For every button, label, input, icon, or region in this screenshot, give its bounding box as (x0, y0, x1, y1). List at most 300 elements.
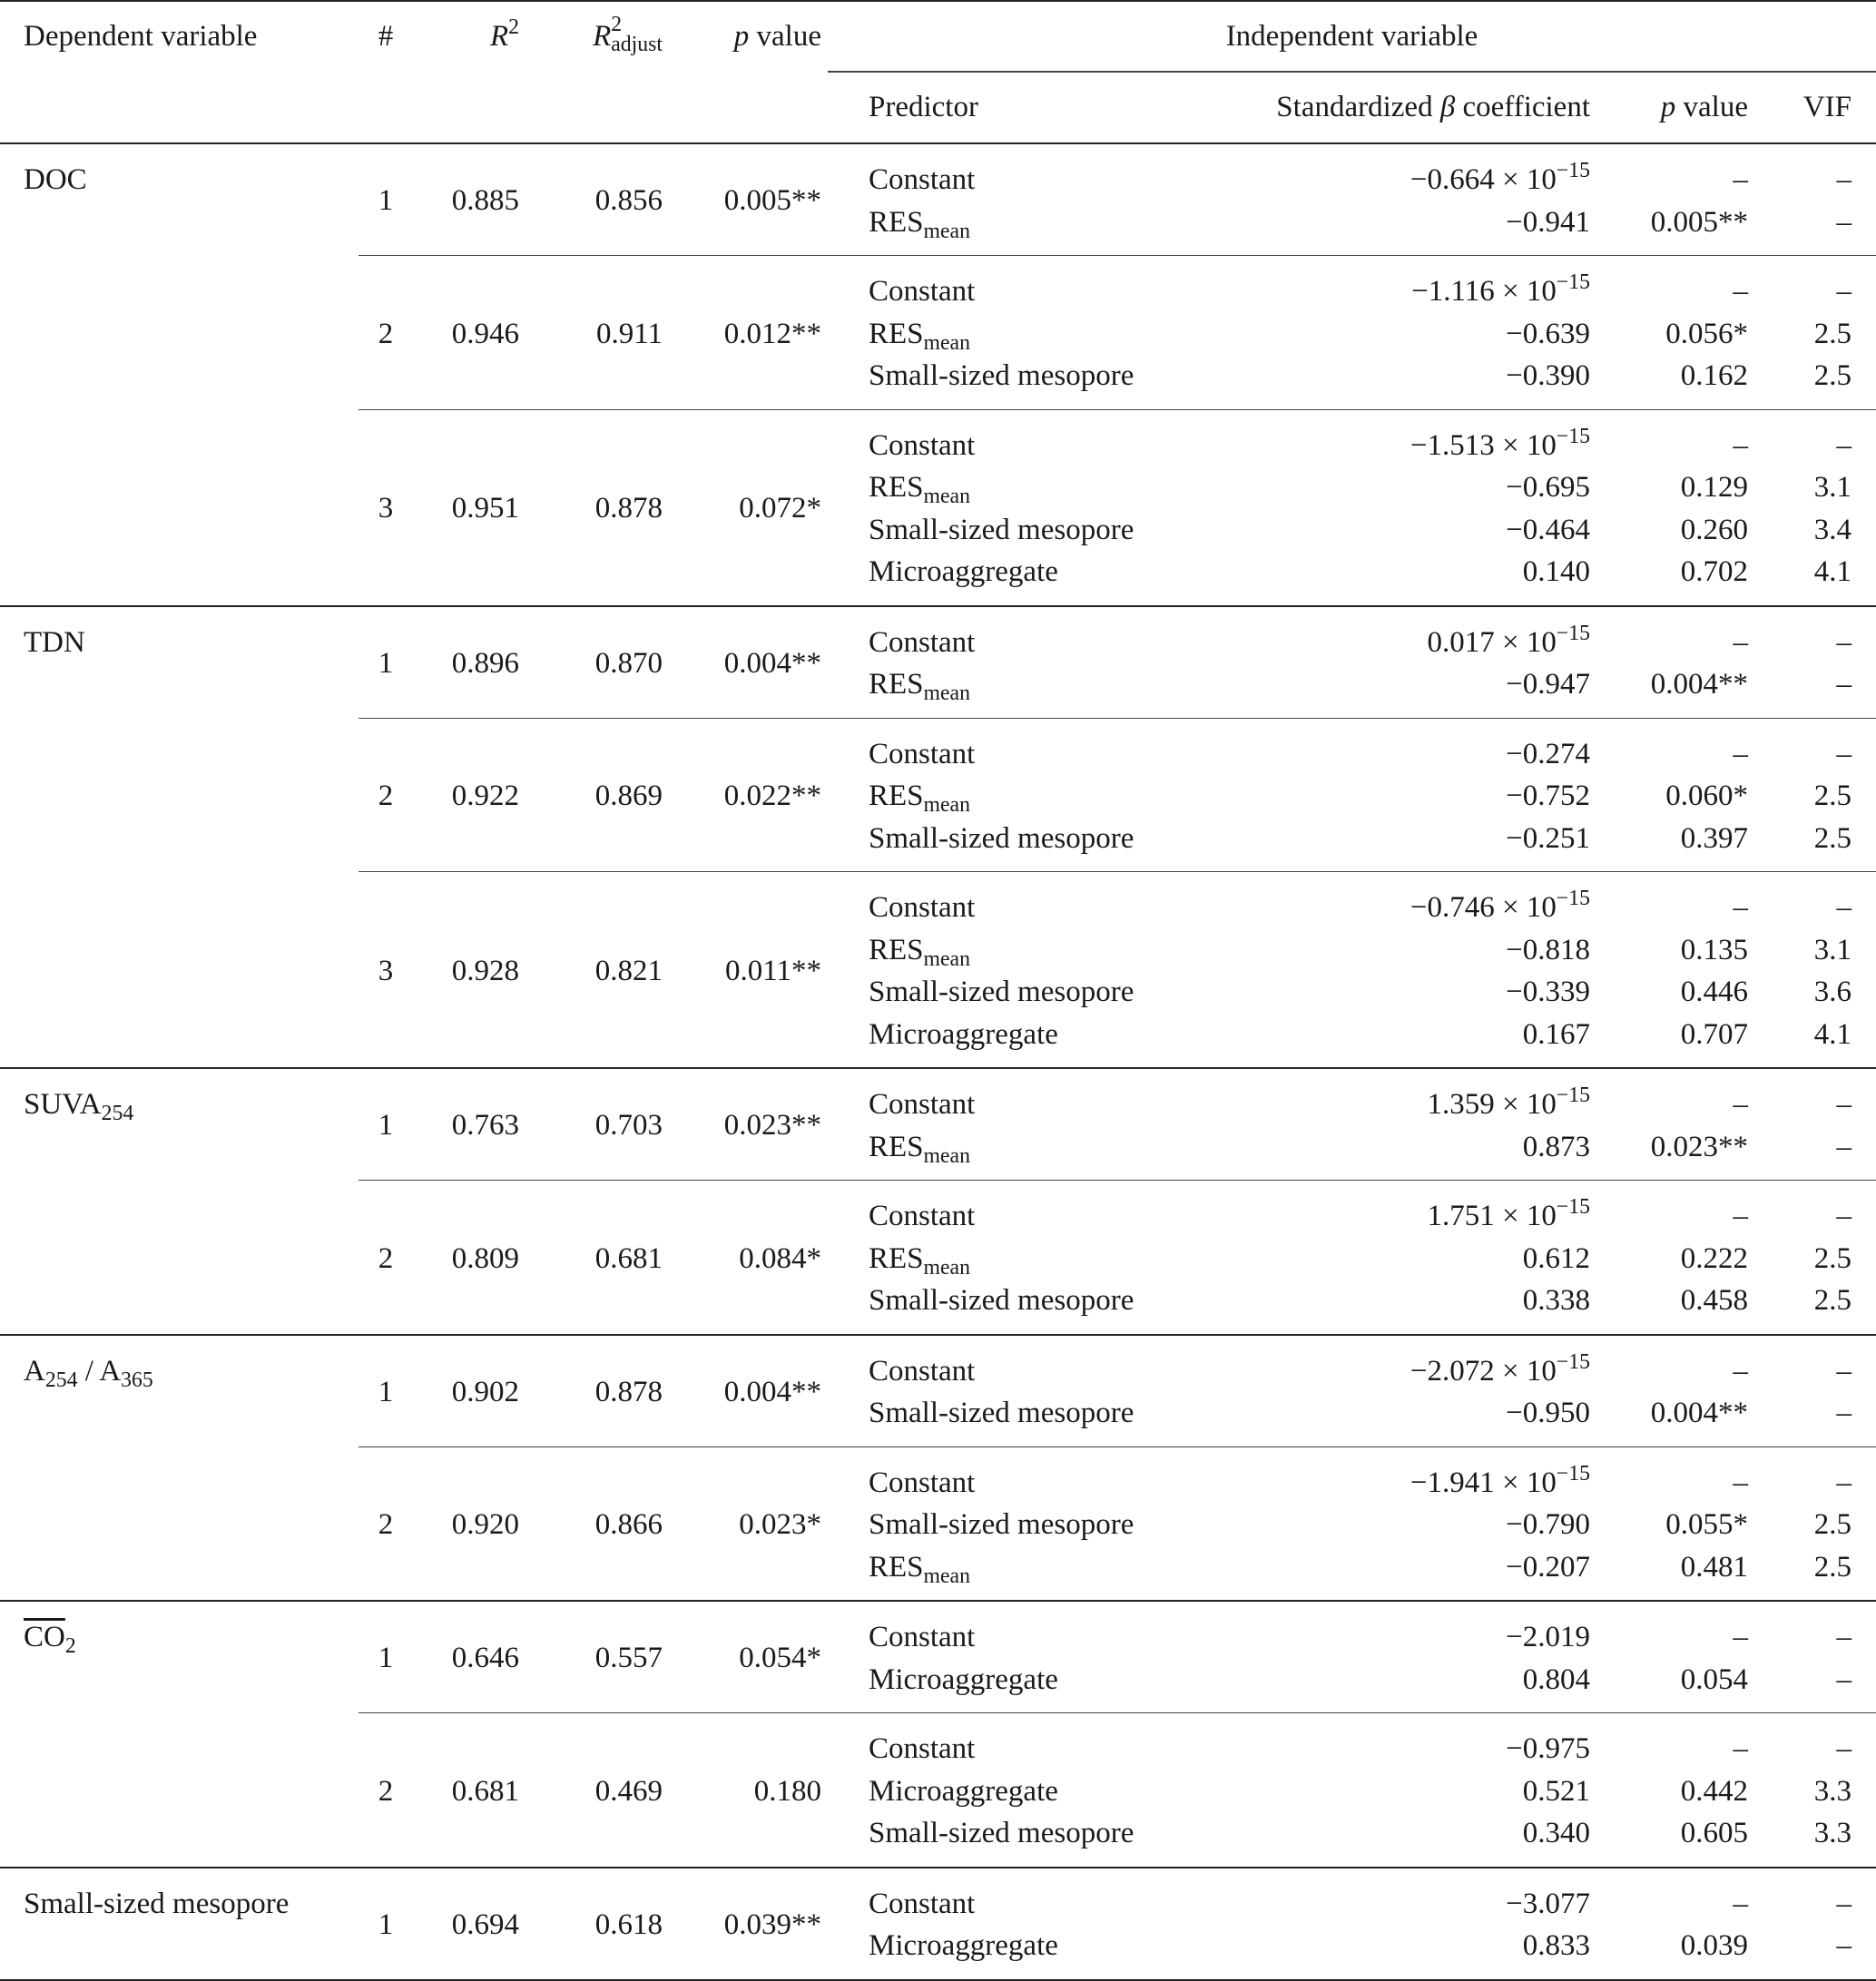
predictor-p-value: – (1597, 1068, 1756, 1126)
standardized-beta (1162, 1392, 1597, 1447)
beta-value: 0.521 (1522, 1774, 1590, 1808)
model-p-value: 0.005** (670, 143, 828, 256)
model-p-value: 0.084* (670, 1181, 828, 1335)
r-squared-adjusted: 0.681 (526, 1181, 670, 1335)
table-row (0, 1868, 1876, 1926)
predictor-p-value: – (1597, 143, 1756, 201)
predictor-p-value: – (1597, 1868, 1756, 1926)
vif-value: – (1836, 1929, 1851, 1962)
predictor-name: Microaggregate (869, 1662, 1058, 1696)
predictor (828, 971, 1162, 1014)
beta-value: 0.612 (1522, 1241, 1590, 1275)
standardized-beta (1162, 1014, 1597, 1069)
vif-value: – (1836, 205, 1851, 239)
predictor (828, 1392, 1162, 1447)
model-p-value: 0.004** (670, 1335, 828, 1447)
header-independent-variable: Independent variable (828, 1, 1876, 72)
standardized-beta (1162, 1280, 1597, 1335)
header-row-2 (0, 72, 1876, 143)
r-squared: 0.928 (413, 872, 526, 1069)
r-squared-adjusted: 0.878 (526, 409, 670, 606)
table-body (0, 143, 1876, 1980)
r-squared-adjusted: 0.869 (526, 718, 670, 872)
predictor (828, 718, 1162, 775)
predictor (828, 1014, 1162, 1069)
model-p-value: 0.072* (670, 409, 828, 606)
beta-exponent: −15 (1556, 621, 1590, 645)
r-squared: 0.896 (413, 606, 526, 719)
r2-superscript: 2 (508, 15, 519, 40)
standardized-beta (1162, 1925, 1597, 1980)
header-r-squared-adjusted (526, 1, 670, 72)
r-squared: 0.694 (413, 1868, 526, 1980)
standardized-beta (1162, 409, 1597, 466)
beta-value: −0.695 (1506, 471, 1590, 504)
predictor-name: RES (869, 1241, 924, 1275)
model-p-value: 0.054* (670, 1601, 828, 1713)
model-number: 2 (359, 1447, 413, 1601)
vif-value: – (1836, 1397, 1851, 1429)
predictor-p-value: 0.135 (1680, 933, 1748, 966)
vif-value: – (1836, 1662, 1851, 1696)
vif-value: – (1756, 872, 1876, 929)
predictor-p-value: – (1597, 1601, 1756, 1659)
standardized-beta (1162, 1238, 1597, 1280)
predictor (828, 1181, 1162, 1238)
table-row (0, 1335, 1876, 1393)
standardized-beta (1162, 818, 1597, 872)
standardized-beta (1162, 1713, 1597, 1770)
beta-exponent: −15 (1556, 424, 1590, 448)
predictor-p-value: 0.060* (1665, 780, 1748, 812)
standardized-beta (1162, 466, 1597, 509)
predictor (828, 201, 1162, 256)
beta-value: 0.017 × 10 (1427, 625, 1557, 659)
predictor-subscript: mean (923, 219, 970, 243)
r2adj-superscript: 2 (611, 13, 623, 37)
predictor-p-value: 0.481 (1680, 1550, 1748, 1584)
beta-value: −0.207 (1506, 1550, 1590, 1584)
r-squared: 0.902 (413, 1335, 526, 1447)
beta-value: −0.390 (1506, 359, 1590, 392)
dependent-variable-text: Small-sized mesopore (24, 1887, 290, 1920)
header-standardized-beta (1162, 72, 1597, 143)
predictor-name: Constant (869, 625, 976, 659)
header-vif: VIF (1802, 91, 1851, 124)
r-squared: 0.922 (413, 718, 526, 872)
r-squared-adjusted: 0.911 (526, 256, 670, 410)
beta-value: −0.339 (1506, 976, 1590, 1008)
predictor-name: Small-sized mesopore (869, 821, 1134, 855)
standardized-beta (1162, 971, 1597, 1014)
predictor (828, 1925, 1162, 1980)
standardized-beta (1162, 1659, 1597, 1713)
vif-value: 2.5 (1813, 359, 1851, 392)
standardized-beta (1162, 1770, 1597, 1813)
predictor (828, 466, 1162, 509)
model-number: 1 (359, 1868, 413, 1980)
predictor-name: Microaggregate (869, 1017, 1058, 1051)
predictor (828, 1713, 1162, 1770)
header-r-squared (413, 1, 526, 72)
predictor-p-value: – (1597, 1181, 1756, 1238)
header-model-number: # (378, 20, 394, 54)
beta-value: 0.338 (1522, 1284, 1590, 1317)
beta-value: −1.941 × 10 (1409, 1466, 1557, 1499)
r-squared: 0.920 (413, 1447, 526, 1601)
predictor (828, 1546, 1162, 1602)
predictor-name: Constant (869, 428, 976, 462)
beta-value: −0.251 (1506, 821, 1590, 855)
dependent-variable (0, 1868, 359, 1980)
beta-label-pre: Standardized (1276, 91, 1440, 124)
beta-value: 0.167 (1522, 1017, 1590, 1051)
predictor-name: RES (869, 780, 924, 812)
beta-value: −0.464 (1506, 513, 1590, 546)
p-value-label: value (749, 20, 821, 54)
predictor-name: Constant (869, 1466, 976, 1499)
predictor-p-value: 0.004** (1650, 668, 1748, 701)
beta-value: −2.019 (1506, 1621, 1590, 1653)
vif-value: – (1756, 1181, 1876, 1238)
predictor-subscript: mean (923, 330, 970, 355)
predictor-subscript: mean (923, 946, 970, 971)
model-number: 1 (359, 1601, 413, 1713)
vif-value: – (1836, 668, 1851, 701)
predictor-p-value: – (1597, 718, 1756, 775)
predictor-name: Small-sized mesopore (869, 1508, 1134, 1541)
predictor (828, 1447, 1162, 1504)
standardized-beta (1162, 313, 1597, 356)
beta-value: −0.639 (1506, 317, 1590, 350)
dependent-variable-text: DOC (24, 163, 87, 196)
standardized-beta (1162, 256, 1597, 313)
predictor-name: Small-sized mesopore (869, 1397, 1134, 1429)
predictor-p-value: 0.056* (1665, 317, 1748, 350)
vif-value: 2.5 (1813, 1508, 1851, 1541)
standardized-beta (1162, 606, 1597, 664)
standardized-beta (1162, 1812, 1597, 1868)
standardized-beta (1162, 1504, 1597, 1546)
predictor-p-value: 0.446 (1680, 976, 1748, 1008)
predictor-subscript: mean (923, 1143, 970, 1168)
table-row (0, 606, 1876, 664)
r2-symbol: R (489, 20, 509, 54)
predictor-p-value: 0.129 (1680, 471, 1748, 504)
beta-value: 0.140 (1522, 555, 1590, 588)
dependent-variable (0, 1335, 359, 1602)
predictor-name: Constant (869, 1732, 976, 1765)
predictor-name: RES (869, 1550, 924, 1584)
model-p-value: 0.023** (670, 1068, 828, 1181)
standardized-beta (1162, 1126, 1597, 1181)
standardized-beta (1162, 718, 1597, 775)
beta-value: −0.818 (1506, 933, 1590, 966)
beta-value: −0.950 (1506, 1397, 1590, 1429)
header-predictor-p-value (1597, 72, 1756, 143)
predictor (828, 409, 1162, 466)
header-p-value (670, 1, 828, 72)
predictor-name: Constant (869, 1887, 976, 1920)
beta-value: −1.513 × 10 (1409, 428, 1557, 462)
dependent-variable-text: SUVA (24, 1088, 102, 1121)
model-p-value: 0.180 (670, 1713, 828, 1868)
beta-exponent: −15 (1556, 1194, 1590, 1219)
predictor (828, 509, 1162, 552)
predictor-name: Small-sized mesopore (869, 1284, 1134, 1317)
predictor-name: RES (869, 1130, 924, 1163)
dependent-variable (0, 606, 359, 1069)
standardized-beta (1162, 775, 1597, 818)
predictor-p-value: 0.004** (1650, 1397, 1748, 1429)
standardized-beta (1162, 1868, 1597, 1926)
vif-value: 3.3 (1813, 1817, 1851, 1849)
vif-value: – (1836, 1130, 1851, 1163)
predictor-p-value: 0.397 (1680, 821, 1748, 855)
predictor-p-value: 0.260 (1680, 513, 1748, 546)
beta-exponent: −15 (1556, 270, 1590, 294)
predictor-name: Constant (869, 1088, 976, 1121)
predictor-name: Constant (869, 1621, 976, 1653)
r-squared-adjusted: 0.878 (526, 1335, 670, 1447)
standardized-beta (1162, 1447, 1597, 1504)
predictor-name: Small-sized mesopore (869, 359, 1134, 392)
r-squared-adjusted: 0.866 (526, 1447, 670, 1601)
predictor-p-value: – (1597, 256, 1756, 313)
predictor-name: Small-sized mesopore (869, 1817, 1134, 1849)
vif-value: 3.1 (1813, 933, 1851, 966)
r2adj-symbol: R (593, 20, 612, 54)
beta-value: 1.359 × 10 (1427, 1088, 1557, 1121)
beta-exponent: −15 (1556, 1083, 1590, 1107)
beta-symbol: β (1439, 91, 1456, 124)
beta-value: −0.752 (1506, 780, 1590, 812)
predictor (828, 551, 1162, 606)
predictor-p-value: 0.055* (1665, 1508, 1748, 1541)
vif-value: 2.5 (1813, 1284, 1851, 1317)
beta-exponent: −15 (1556, 158, 1590, 182)
dependent-variable (0, 143, 359, 606)
predictor-name: Small-sized mesopore (869, 513, 1134, 546)
vif-value: 3.3 (1813, 1774, 1851, 1808)
vif-value: – (1756, 1601, 1876, 1659)
standardized-beta (1162, 1068, 1597, 1126)
model-p-value: 0.012** (670, 256, 828, 410)
dependent-variable-text: / A (77, 1354, 122, 1388)
predictor-p-value: 0.039 (1680, 1929, 1748, 1962)
dependent-variable-text: TDN (24, 625, 85, 659)
standardized-beta (1162, 1546, 1597, 1602)
predictor-p-value: – (1597, 1335, 1756, 1393)
header-dependent-variable: Dependent variable (24, 20, 258, 54)
predictor-name: Microaggregate (869, 1929, 1058, 1962)
predictor (828, 1068, 1162, 1126)
predictor-name: Constant (869, 1200, 976, 1232)
r-squared: 0.809 (413, 1181, 526, 1335)
predictor-name: RES (869, 668, 924, 701)
dependent-variable (0, 1068, 359, 1335)
model-p-value: 0.022** (670, 718, 828, 872)
r-squared: 0.951 (413, 409, 526, 606)
predictor-subscript: mean (923, 1255, 970, 1280)
beta-value: −1.116 × 10 (1411, 275, 1557, 308)
predictor-p-value: – (1597, 1713, 1756, 1770)
vif-value: 2.5 (1813, 1241, 1851, 1275)
beta-value: −0.790 (1506, 1508, 1590, 1541)
table-row (0, 1601, 1876, 1659)
dependent-variable-subscript: 2 (64, 1634, 76, 1659)
predictor-name: Constant (869, 163, 976, 196)
vif-value: 3.6 (1813, 976, 1851, 1008)
predictor (828, 1601, 1162, 1659)
predictor-name: RES (869, 205, 924, 239)
vif-value: – (1756, 718, 1876, 775)
predictor (828, 872, 1162, 929)
predictor-name: Constant (869, 891, 976, 924)
dependent-variable-text: A (24, 1354, 45, 1388)
beta-value: −0.664 × 10 (1409, 163, 1557, 196)
vif-value: – (1756, 1713, 1876, 1770)
vif-value: – (1756, 143, 1876, 201)
vif-value: 2.5 (1813, 317, 1851, 350)
predictor (828, 1812, 1162, 1868)
predictor-p-value: 0.005** (1650, 205, 1748, 239)
predictor-p-value: 0.222 (1680, 1241, 1748, 1275)
predictor-p-value: 0.605 (1680, 1817, 1748, 1849)
r-squared-adjusted: 0.469 (526, 1713, 670, 1868)
beta-exponent: −15 (1556, 1349, 1590, 1374)
r-squared: 0.946 (413, 256, 526, 410)
dependent-variable (0, 1601, 359, 1868)
predictor (828, 1126, 1162, 1181)
dependent-variable-text: $\overline{CO}$ (24, 1621, 65, 1653)
beta-value: 0.340 (1522, 1817, 1590, 1849)
r-squared-adjusted: 0.821 (526, 872, 670, 1069)
model-p-value: 0.004** (670, 606, 828, 719)
dependent-variable-subscript: 254 (44, 1368, 78, 1392)
standardized-beta (1162, 872, 1597, 929)
predictor-p-value: – (1597, 606, 1756, 664)
predictor (828, 143, 1162, 201)
beta-label-post: coefficient (1455, 91, 1590, 124)
model-p-value: 0.023* (670, 1447, 828, 1601)
standardized-beta (1162, 1181, 1597, 1238)
r-squared: 0.885 (413, 143, 526, 256)
beta-value: 0.873 (1522, 1130, 1590, 1163)
beta-value: 1.751 × 10 (1427, 1200, 1557, 1232)
predictor (828, 1280, 1162, 1335)
beta-value: −0.975 (1506, 1732, 1590, 1765)
beta-exponent: −15 (1556, 1461, 1590, 1486)
predictor (828, 1504, 1162, 1546)
beta-value: 0.804 (1522, 1662, 1590, 1696)
predictor (828, 256, 1162, 313)
model-number: 2 (359, 718, 413, 872)
model-p-value: 0.011** (670, 872, 828, 1069)
predictor (828, 775, 1162, 818)
vif-value: 4.1 (1813, 1017, 1851, 1051)
standardized-beta (1162, 663, 1597, 718)
vif-value: – (1756, 1335, 1876, 1393)
dependent-variable-subscript: 254 (101, 1102, 134, 1126)
beta-value: −0.746 × 10 (1409, 891, 1557, 924)
predictor-p-value: 0.458 (1680, 1284, 1748, 1317)
standardized-beta (1162, 551, 1597, 606)
r-squared-adjusted: 0.856 (526, 143, 670, 256)
model-number: 3 (359, 872, 413, 1069)
predictor-name: Microaggregate (869, 1774, 1058, 1808)
predictor-p-value: 0.162 (1680, 359, 1748, 392)
r2adj-subscript: adjust (611, 32, 663, 56)
model-number: 1 (359, 1335, 413, 1447)
header-row-1 (0, 1, 1876, 72)
predictor (828, 1770, 1162, 1813)
standardized-beta (1162, 509, 1597, 552)
vif-value: 2.5 (1813, 780, 1851, 812)
predictor-p-value: 0.702 (1680, 555, 1748, 588)
vif-value: 2.5 (1813, 821, 1851, 855)
model-number: 1 (359, 606, 413, 719)
vif-value: – (1756, 409, 1876, 466)
header-predictor: Predictor (869, 91, 978, 124)
predictor-subscript: mean (923, 485, 970, 509)
r-squared: 0.681 (413, 1713, 526, 1868)
predictor-name: Microaggregate (869, 555, 1058, 588)
vif-value: – (1756, 1868, 1876, 1926)
predictor-name: RES (869, 471, 924, 504)
predictor-p-value: – (1597, 872, 1756, 929)
table-row (0, 143, 1876, 201)
beta-value: −3.077 (1506, 1887, 1590, 1920)
vif-value: – (1756, 1447, 1876, 1504)
predictor-name: Small-sized mesopore (869, 976, 1134, 1008)
p-symbol: p (733, 20, 750, 54)
predictor (828, 1868, 1162, 1926)
model-number: 1 (359, 143, 413, 256)
model-number: 2 (359, 1181, 413, 1335)
vif-value: 4.1 (1813, 555, 1851, 588)
predictor (828, 1335, 1162, 1393)
beta-value: −2.072 × 10 (1409, 1354, 1557, 1388)
r-squared: 0.646 (413, 1601, 526, 1713)
predictor (828, 818, 1162, 872)
model-number: 1 (359, 1068, 413, 1181)
model-number: 3 (359, 409, 413, 606)
standardized-beta (1162, 929, 1597, 972)
standardized-beta (1162, 1601, 1597, 1659)
r-squared-adjusted: 0.618 (526, 1868, 670, 1980)
predictor-name: Constant (869, 275, 976, 308)
model-number: 2 (359, 256, 413, 410)
predictor (828, 1238, 1162, 1280)
predictor (828, 606, 1162, 664)
standardized-beta (1162, 355, 1597, 409)
predictor-p-value: – (1597, 409, 1756, 466)
vif-value: – (1756, 606, 1876, 664)
predictor-p-value: 0.442 (1680, 1774, 1748, 1808)
predictor-name: RES (869, 317, 924, 350)
beta-exponent: −15 (1556, 886, 1590, 910)
vif-value: 3.4 (1813, 513, 1851, 546)
predictor-name: Constant (869, 1354, 976, 1388)
vif-value: 2.5 (1813, 1550, 1851, 1584)
predictor-subscript: mean (923, 682, 970, 706)
p-symbol: p (1660, 91, 1676, 124)
predictor (828, 1659, 1162, 1713)
standardized-beta (1162, 1335, 1597, 1393)
beta-value: −0.947 (1506, 668, 1590, 701)
beta-value: −0.941 (1506, 205, 1590, 239)
